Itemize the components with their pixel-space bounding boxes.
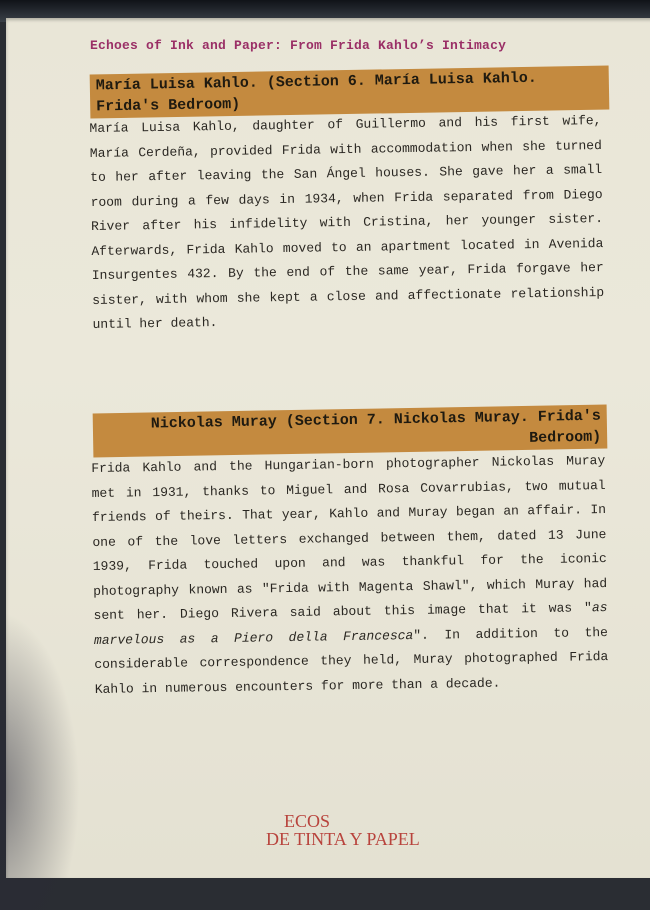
document-title: Echoes of Ink and Paper: From Frida Kahlo’s Intimacy [90,38,507,53]
section-heading-nickolas-muray: Nickolas Muray (Section 7. Nickolas Muray. Frida's Bedroom) [93,405,608,458]
logo-line: ECOS [284,811,331,831]
section-heading-maria-luisa: María Luisa Kahlo. (Section 6. María Luisa Kahlo. Frida's Bedroom) [90,65,610,118]
body-text-part: Frida Kahlo and the Hungarian-born photographer Nickolas Muray met in 1931, thanks to Miguel and Rosa Covarrubias, two mutual friends of theirs. That year, Kahlo and Muray began an affair. In one of the love letters exchanged between them, dated 13 June 1939, Frida touched upon and was thankful for the iconic photography known as "Frida with Magenta Shawl", which Muray had sent her. Diego Rivera said about this image that it was " [91,452,608,624]
logo-line: DE TINTA Y PAPEL [266,829,420,849]
rivera-quote: as marvelous as a Piero della Francesca [93,599,608,648]
section-body-nickolas-muray [91,449,609,702]
ecos-logo [266,812,420,848]
body-text-part: ". In addition to the considerable correspondence they held, Muray photographed Frida Kahlo in numerous encounters for more than a decade. [94,624,609,697]
section-body-maria-luisa: María Luisa Kahlo, daughter of Guillermo and his first wife, María Cerdeña, provided Frida with accommodation when she turned to her after leaving the San Ángel houses. She gave her a small room during a few days in 1934, when Frida separated from Diego River after his infidelity with Cristina, her younger sister. Afterwards, Frida Kahlo moved to an apartment located in Avenida Insurgentes 432. By the end of the same year, Frida forgave her sister, with whom she kept a close and affectionate relationship until her death. [89,112,605,333]
